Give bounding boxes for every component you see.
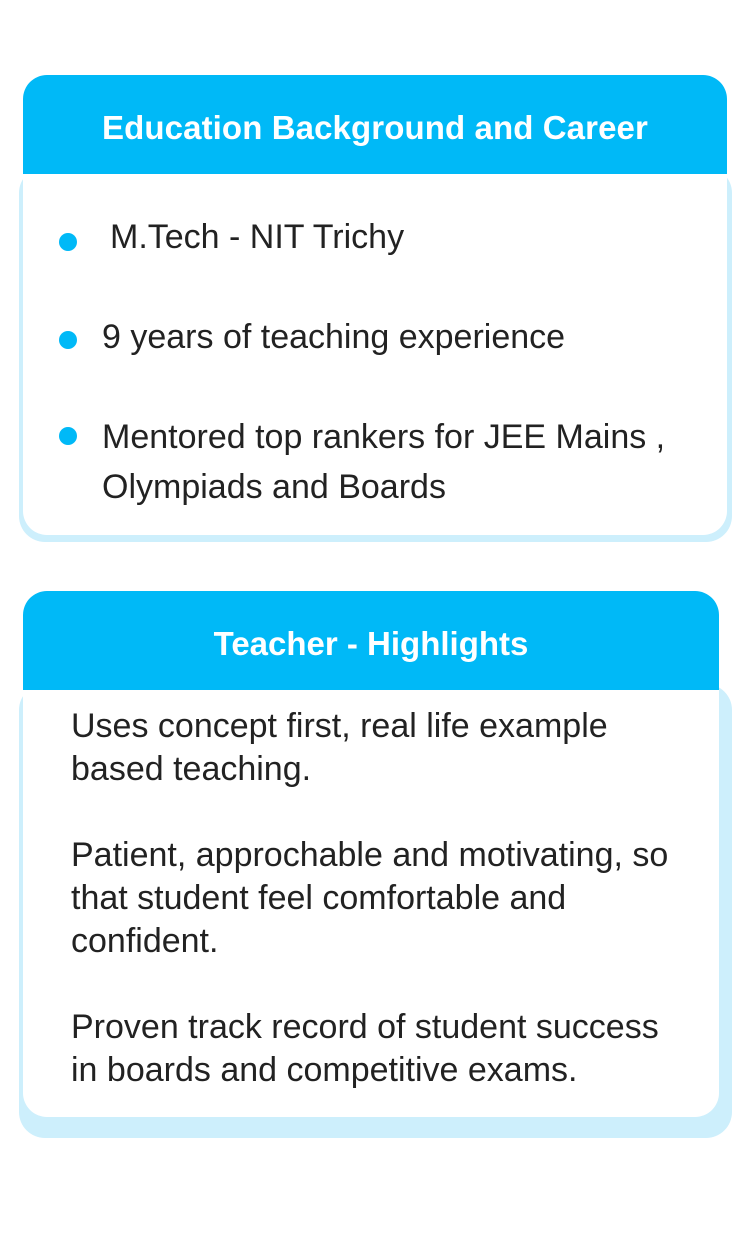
- education-item-text: M.Tech - NIT Trichy: [110, 218, 405, 256]
- highlight-paragraph: Uses concept first, real life example based teaching.: [71, 707, 608, 788]
- bullet-icon: [59, 427, 77, 445]
- education-card-title: Education Background and Career: [102, 108, 648, 146]
- bullet-icon: [59, 233, 77, 251]
- bullet-icon: [59, 331, 77, 349]
- highlights-card-title: Teacher - Highlights: [213, 624, 529, 662]
- highlight-paragraph: Patient, approchable and motivating, so that student feel comfortable and confident.: [71, 836, 669, 960]
- highlights-card-header: [23, 591, 719, 690]
- education-card-header: [23, 75, 727, 174]
- education-item-text: 9 years of teaching experience: [102, 318, 566, 356]
- highlight-paragraph: Proven track record of student success in boards and competitive exams.: [71, 1008, 659, 1089]
- education-item-text: Mentored top rankers for JEE Mains , Olympiads and Boards: [102, 418, 666, 506]
